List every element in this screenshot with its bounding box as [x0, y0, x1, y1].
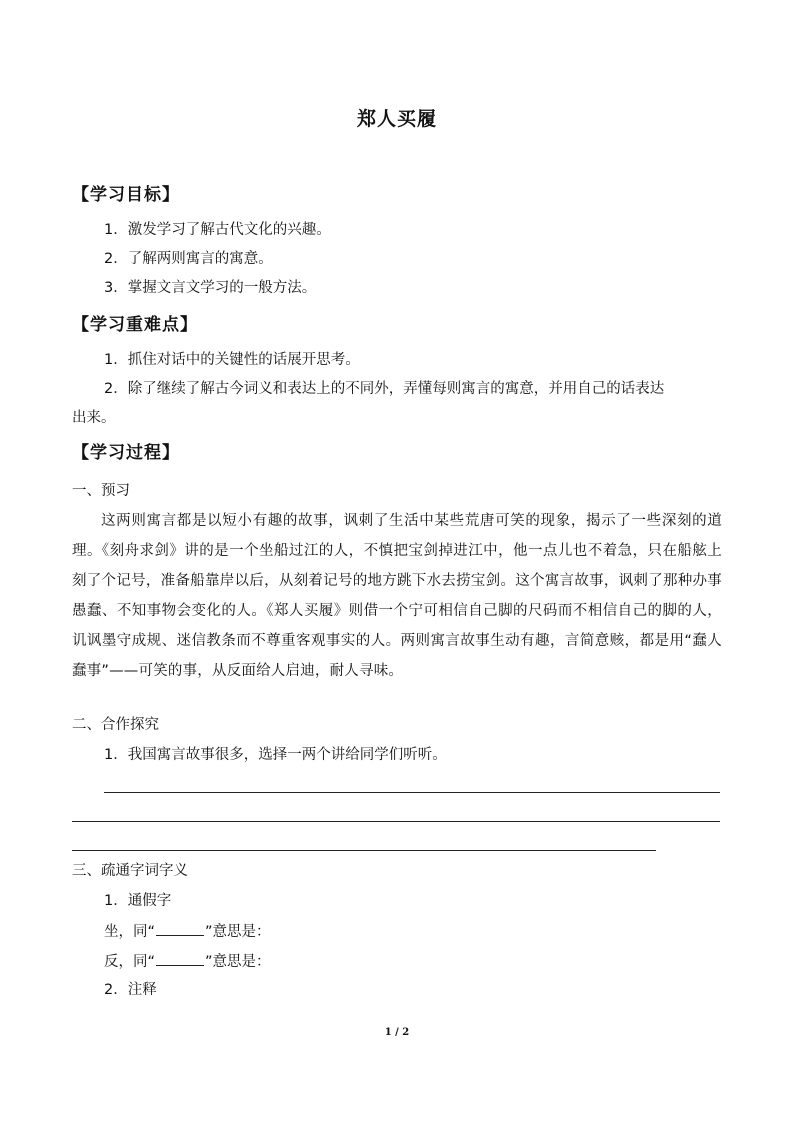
answer-line-1 [104, 792, 720, 793]
key-point-item-2: 2．除了继续了解古今词义和表达上的不同外，弄懂每则寓言的寓意，并用自己的话表达 [104, 381, 665, 397]
vocab-subheading-loan-characters: 1．通假字 [104, 893, 172, 909]
cooperation-question-1: 1．我国寓言故事很多，选择一两个讲给同学们听听。 [104, 747, 447, 763]
goal-item-1: 1．激发学习了解古代文化的兴趣。 [104, 222, 331, 238]
preview-paragraph: 这两则寓言都是以短小有趣的故事，讽刺了生活中某些荒唐可笑的现象，揭示了一些深刻的道理。《刻舟求剑》讲的是一个坐船过江的人，不慎把宝剑掉进江中，他一点儿也不着急，只在船舷上刻了个记号，准备船靠岸以后，从刻着记号的地方跳下水去捞宝剑。这个寓言故事，讽刺了那种办事愚蠢、不知事物会变化的人。《郑人买履》则借一个宁可相信自己脚的尺码而不相信自己的脚的人，讥讽墨守成规、迷信教条而不尊重客观事实的人。两则寓言故事生动有趣，言简意赅，都是用“蠢人蠢事”——可笑的事，从反面给人启迪，耐人寻味。 [72, 513, 722, 679]
loan-character-row-1 [104, 921, 271, 942]
row1-prefix: 坐，同“ [104, 924, 156, 940]
answer-line-3 [72, 850, 656, 851]
goal-item-3: 3．掌握文言文学习的一般方法。 [104, 280, 317, 296]
page-title: 郑人买履 [356, 108, 437, 130]
key-point-item-2-continued: 出来。 [72, 410, 116, 426]
part-heading-cooperation: 二、合作探究 [72, 717, 159, 733]
part-heading-vocabulary: 三、疏通字词字义 [72, 863, 188, 879]
row2-suffix: ”意思是： [205, 954, 271, 970]
vocab-subheading-annotations: 2．注释 [104, 982, 157, 998]
row2-prefix: 反，同“ [104, 954, 156, 970]
section-heading-goals: 【学习目标】 [72, 185, 180, 205]
loan-character-row-2 [104, 951, 271, 972]
part-heading-preview: 一、预习 [72, 483, 130, 499]
row1-suffix: ”意思是： [205, 924, 271, 940]
page-indicator: 1 / 2 [384, 1027, 410, 1038]
section-heading-key-points: 【学习重难点】 [72, 315, 198, 335]
answer-line-2 [72, 821, 720, 822]
key-point-item-1: 1．抓住对话中的关键性的话展开思考。 [104, 352, 360, 368]
goal-item-2: 2．了解两则寓言的寓意。 [104, 251, 273, 267]
section-heading-process: 【学习过程】 [72, 443, 180, 463]
fill-blank-2[interactable] [156, 951, 204, 966]
fill-blank-1[interactable] [156, 921, 204, 936]
